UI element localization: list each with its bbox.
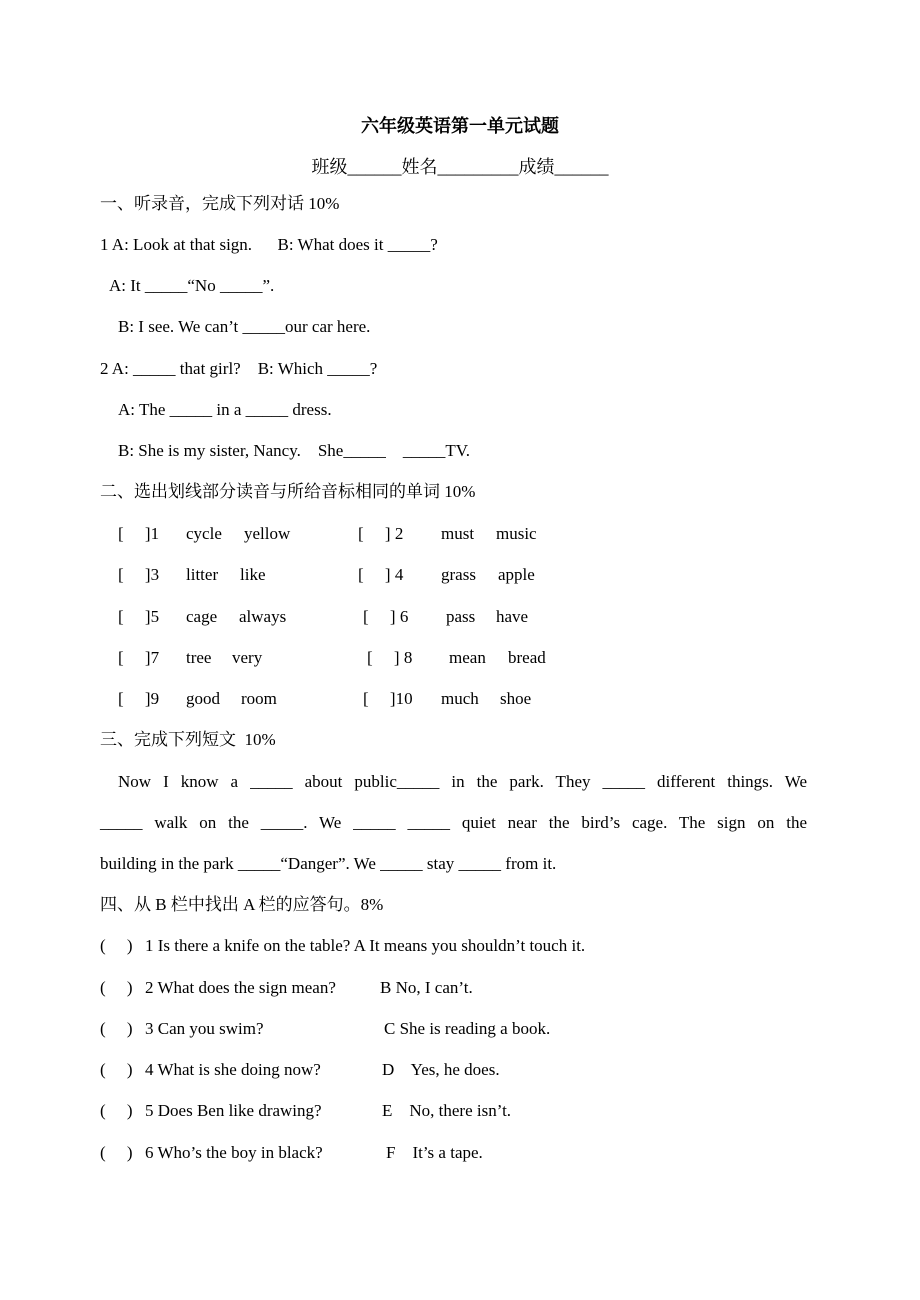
answer-paren: ( ) bbox=[100, 978, 133, 997]
word: much bbox=[441, 689, 479, 708]
student-info-line: 班级______姓名_________成绩______ bbox=[311, 157, 609, 177]
dialogue-line: A: It _____“No _____”. bbox=[109, 276, 275, 295]
word: very bbox=[232, 648, 263, 667]
answer-bracket: [ ] 4 bbox=[358, 565, 404, 584]
question-text: 6 Who’s the boy in black? bbox=[145, 1143, 323, 1162]
answer-bracket: [ ]1 bbox=[118, 524, 160, 543]
word: shoe bbox=[500, 689, 532, 708]
word: cage bbox=[186, 607, 218, 626]
answer-bracket: [ ]10 bbox=[363, 689, 413, 708]
passage-line: Now I know a _____ about public_____ in the park. They _____ different things. We bbox=[118, 772, 807, 791]
word: pass bbox=[446, 607, 476, 626]
dialogue-line: A: The _____ in a _____ dress. bbox=[118, 400, 332, 419]
answer-bracket: [ ] 8 bbox=[367, 648, 413, 667]
question-text: 3 Can you swim? bbox=[145, 1019, 264, 1038]
answer-text: B No, I can’t. bbox=[380, 978, 473, 997]
answer-bracket: [ ]9 bbox=[118, 689, 160, 708]
dialogue-line: B: She is my sister, Nancy. She_____ _____TV. bbox=[118, 441, 471, 460]
dialogue-line: 2 A: _____ that girl? B: Which _____? bbox=[100, 359, 378, 378]
question-text: 4 What is she doing now? bbox=[145, 1060, 321, 1079]
answer-bracket: [ ] 6 bbox=[363, 607, 409, 626]
answer-text: D Yes, he does. bbox=[382, 1060, 500, 1079]
passage-line: building in the park _____“Danger”. We _____ stay _____ from it. bbox=[100, 854, 557, 873]
word: like bbox=[240, 565, 266, 584]
word: must bbox=[441, 524, 475, 543]
word: tree bbox=[186, 648, 212, 667]
answer-paren: ( ) bbox=[100, 936, 133, 955]
word: always bbox=[239, 607, 287, 626]
section4-heading: 四、从 B 栏中找出 A 栏的应答句。8% bbox=[100, 895, 384, 914]
answer-bracket: [ ] 2 bbox=[358, 524, 404, 543]
word: yellow bbox=[244, 524, 291, 543]
answer-text: C She is reading a book. bbox=[384, 1019, 551, 1038]
answer-paren: ( ) bbox=[100, 1019, 133, 1038]
passage-line: _____ walk on the _____. We _____ _____ quiet near the bird’s cage. The sign on the bbox=[100, 813, 807, 832]
dialogue-line: B: I see. We can’t _____our car here. bbox=[118, 317, 371, 336]
answer-paren: ( ) bbox=[100, 1143, 133, 1162]
question-text: 1 Is there a knife on the table? A It means you shouldn’t touch it. bbox=[145, 936, 586, 955]
word: room bbox=[241, 689, 277, 708]
word: mean bbox=[449, 648, 486, 667]
word: bread bbox=[508, 648, 546, 667]
answer-bracket: [ ]5 bbox=[118, 607, 160, 626]
answer-paren: ( ) bbox=[100, 1060, 133, 1079]
word: grass bbox=[441, 565, 476, 584]
answer-text: E No, there isn’t. bbox=[382, 1101, 512, 1120]
word: apple bbox=[498, 565, 535, 584]
word: music bbox=[496, 524, 537, 543]
word: cycle bbox=[186, 524, 222, 543]
answer-paren: ( ) bbox=[100, 1101, 133, 1120]
word: litter bbox=[186, 565, 219, 584]
answer-text: F It’s a tape. bbox=[386, 1143, 483, 1162]
section3-heading: 三、完成下列短文 10% bbox=[100, 730, 276, 749]
dialogue-line: 1 A: Look at that sign. B: What does it _____? bbox=[100, 235, 438, 254]
question-text: 5 Does Ben like drawing? bbox=[145, 1101, 322, 1120]
word: have bbox=[496, 607, 529, 626]
question-text: 2 What does the sign mean? bbox=[145, 978, 336, 997]
page-title: 六年级英语第一单元试题 bbox=[361, 116, 559, 136]
word: good bbox=[186, 689, 220, 708]
answer-bracket: [ ]3 bbox=[118, 565, 160, 584]
answer-bracket: [ ]7 bbox=[118, 648, 160, 667]
section2-heading: 二、选出划线部分读音与所给音标相同的单词 10% bbox=[100, 482, 476, 501]
section1-heading: 一、听录音，完成下列对话 10% bbox=[100, 194, 340, 213]
